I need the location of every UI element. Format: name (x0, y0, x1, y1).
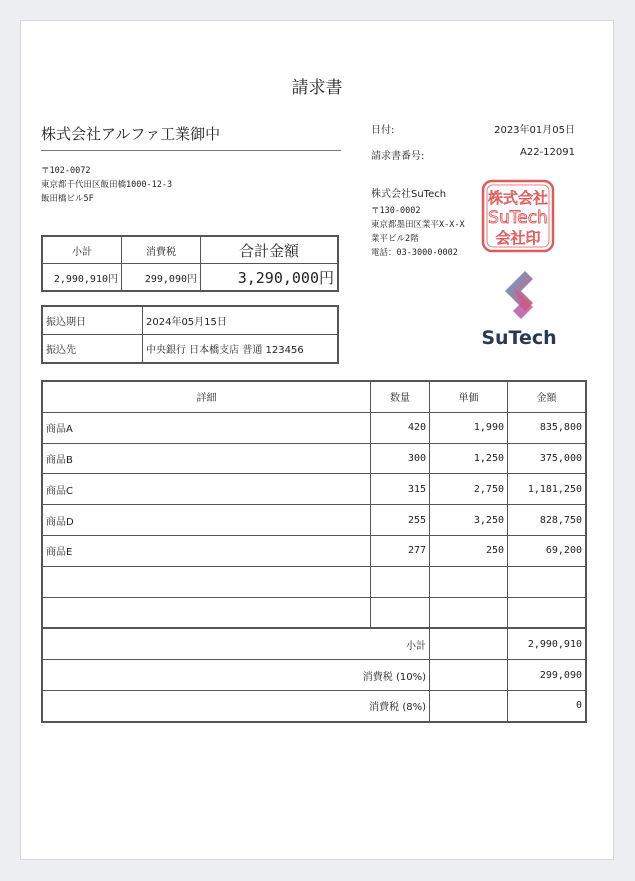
col-header-unit-price: 単価 (430, 381, 508, 412)
date-value: 2023年01月05日 (494, 125, 575, 136)
issuer-address-line1: 東京都墨田区業平X-X-X (371, 220, 465, 230)
col-header-quantity: 数量 (371, 381, 430, 412)
subtotal-header: 小計 (42, 236, 122, 264)
item-name: 商品E (42, 535, 371, 566)
tax10-row (42, 660, 586, 691)
issuer-phone: 電話：03-3000-0002 (371, 248, 458, 258)
item-name: 商品C (42, 474, 371, 505)
tax8-row (42, 690, 586, 721)
tax8-label: 消費税 (8%) (42, 690, 430, 721)
svg-text:株式会社: 株式会社 (487, 189, 549, 207)
table-row (42, 443, 586, 474)
item-amount: 835,800 (508, 412, 587, 443)
table-row (42, 505, 586, 536)
issuer-address-line2: 業平ビル2階 (371, 234, 419, 244)
due-date-value: 2024年05月15日 (143, 306, 339, 335)
item-quantity: 420 (371, 412, 430, 443)
payment-table (41, 305, 339, 364)
client-address-line2: 飯田橋ビル5F (41, 194, 94, 204)
tax-header: 消費税 (122, 236, 201, 264)
bank-account-label: 振込先 (42, 335, 143, 364)
client-address-line1: 東京都千代田区飯田橋1000-12-3 (41, 180, 173, 190)
item-unit-price: 2,750 (430, 474, 508, 505)
item-unit-price: 250 (430, 535, 508, 566)
items-subtotal-label: 小計 (42, 628, 430, 659)
empty-row (42, 597, 586, 628)
sutech-logo (477, 269, 561, 349)
tax10-label: 消費税 (10%) (42, 660, 430, 691)
tax10-value: 299,090 (508, 660, 587, 691)
item-name: 商品D (42, 505, 371, 536)
table-row (42, 535, 586, 566)
invoice-page (20, 20, 614, 860)
company-seal-stamp (481, 179, 555, 253)
summary-table (41, 235, 339, 292)
table-row (42, 474, 586, 505)
item-name: 商品A (42, 412, 371, 443)
col-header-amount: 金額 (508, 381, 587, 412)
item-amount: 828,750 (508, 505, 587, 536)
issuer-address (371, 204, 465, 260)
issuer-name: 株式会社SuTech (371, 189, 447, 200)
item-unit-price: 1,250 (430, 443, 508, 474)
bank-account-value: 中央銀行 日本橋支店 普通 123456 (143, 335, 339, 364)
item-amount: 375,000 (508, 443, 587, 474)
svg-text:会社印: 会社印 (495, 229, 541, 247)
invoice-number-label: 請求書番号: (371, 151, 425, 162)
due-date-label: 振込期日 (42, 306, 143, 335)
items-subtotal-value: 2,990,910 (508, 628, 587, 659)
item-unit-price: 3,250 (430, 505, 508, 536)
sutech-logo-text: SuTech (481, 327, 557, 349)
invoice-number-value: A22-12091 (520, 147, 575, 158)
item-amount: 1,181,250 (508, 474, 587, 505)
subtotal-row (42, 628, 586, 659)
sutech-logo-icon (477, 269, 561, 325)
subtotal-value: 2,990,910円 (42, 264, 122, 292)
tax-value: 299,090円 (122, 264, 201, 292)
issuer-postal: 〒130-0002 (371, 206, 421, 216)
item-amount: 69,200 (508, 535, 587, 566)
svg-text:SuTech: SuTech (488, 208, 548, 228)
tax8-value: 0 (508, 690, 587, 721)
client-postal: 〒102-0072 (41, 166, 91, 176)
items-table (41, 380, 587, 723)
item-quantity: 315 (371, 474, 430, 505)
date-label: 日付: (371, 125, 395, 136)
total-header: 合計金額 (201, 236, 339, 264)
empty-row (42, 566, 586, 597)
item-quantity: 300 (371, 443, 430, 474)
item-unit-price: 1,990 (430, 412, 508, 443)
invoice-title: 請求書 (291, 78, 343, 98)
col-header-detail: 詳細 (42, 381, 371, 412)
item-quantity: 255 (371, 505, 430, 536)
item-name: 商品B (42, 443, 371, 474)
client-address (41, 164, 172, 206)
client-name: 株式会社アルファ工業御中 (41, 123, 341, 151)
item-quantity: 277 (371, 535, 430, 566)
table-row (42, 412, 586, 443)
total-value: 3,290,000円 (201, 264, 339, 292)
